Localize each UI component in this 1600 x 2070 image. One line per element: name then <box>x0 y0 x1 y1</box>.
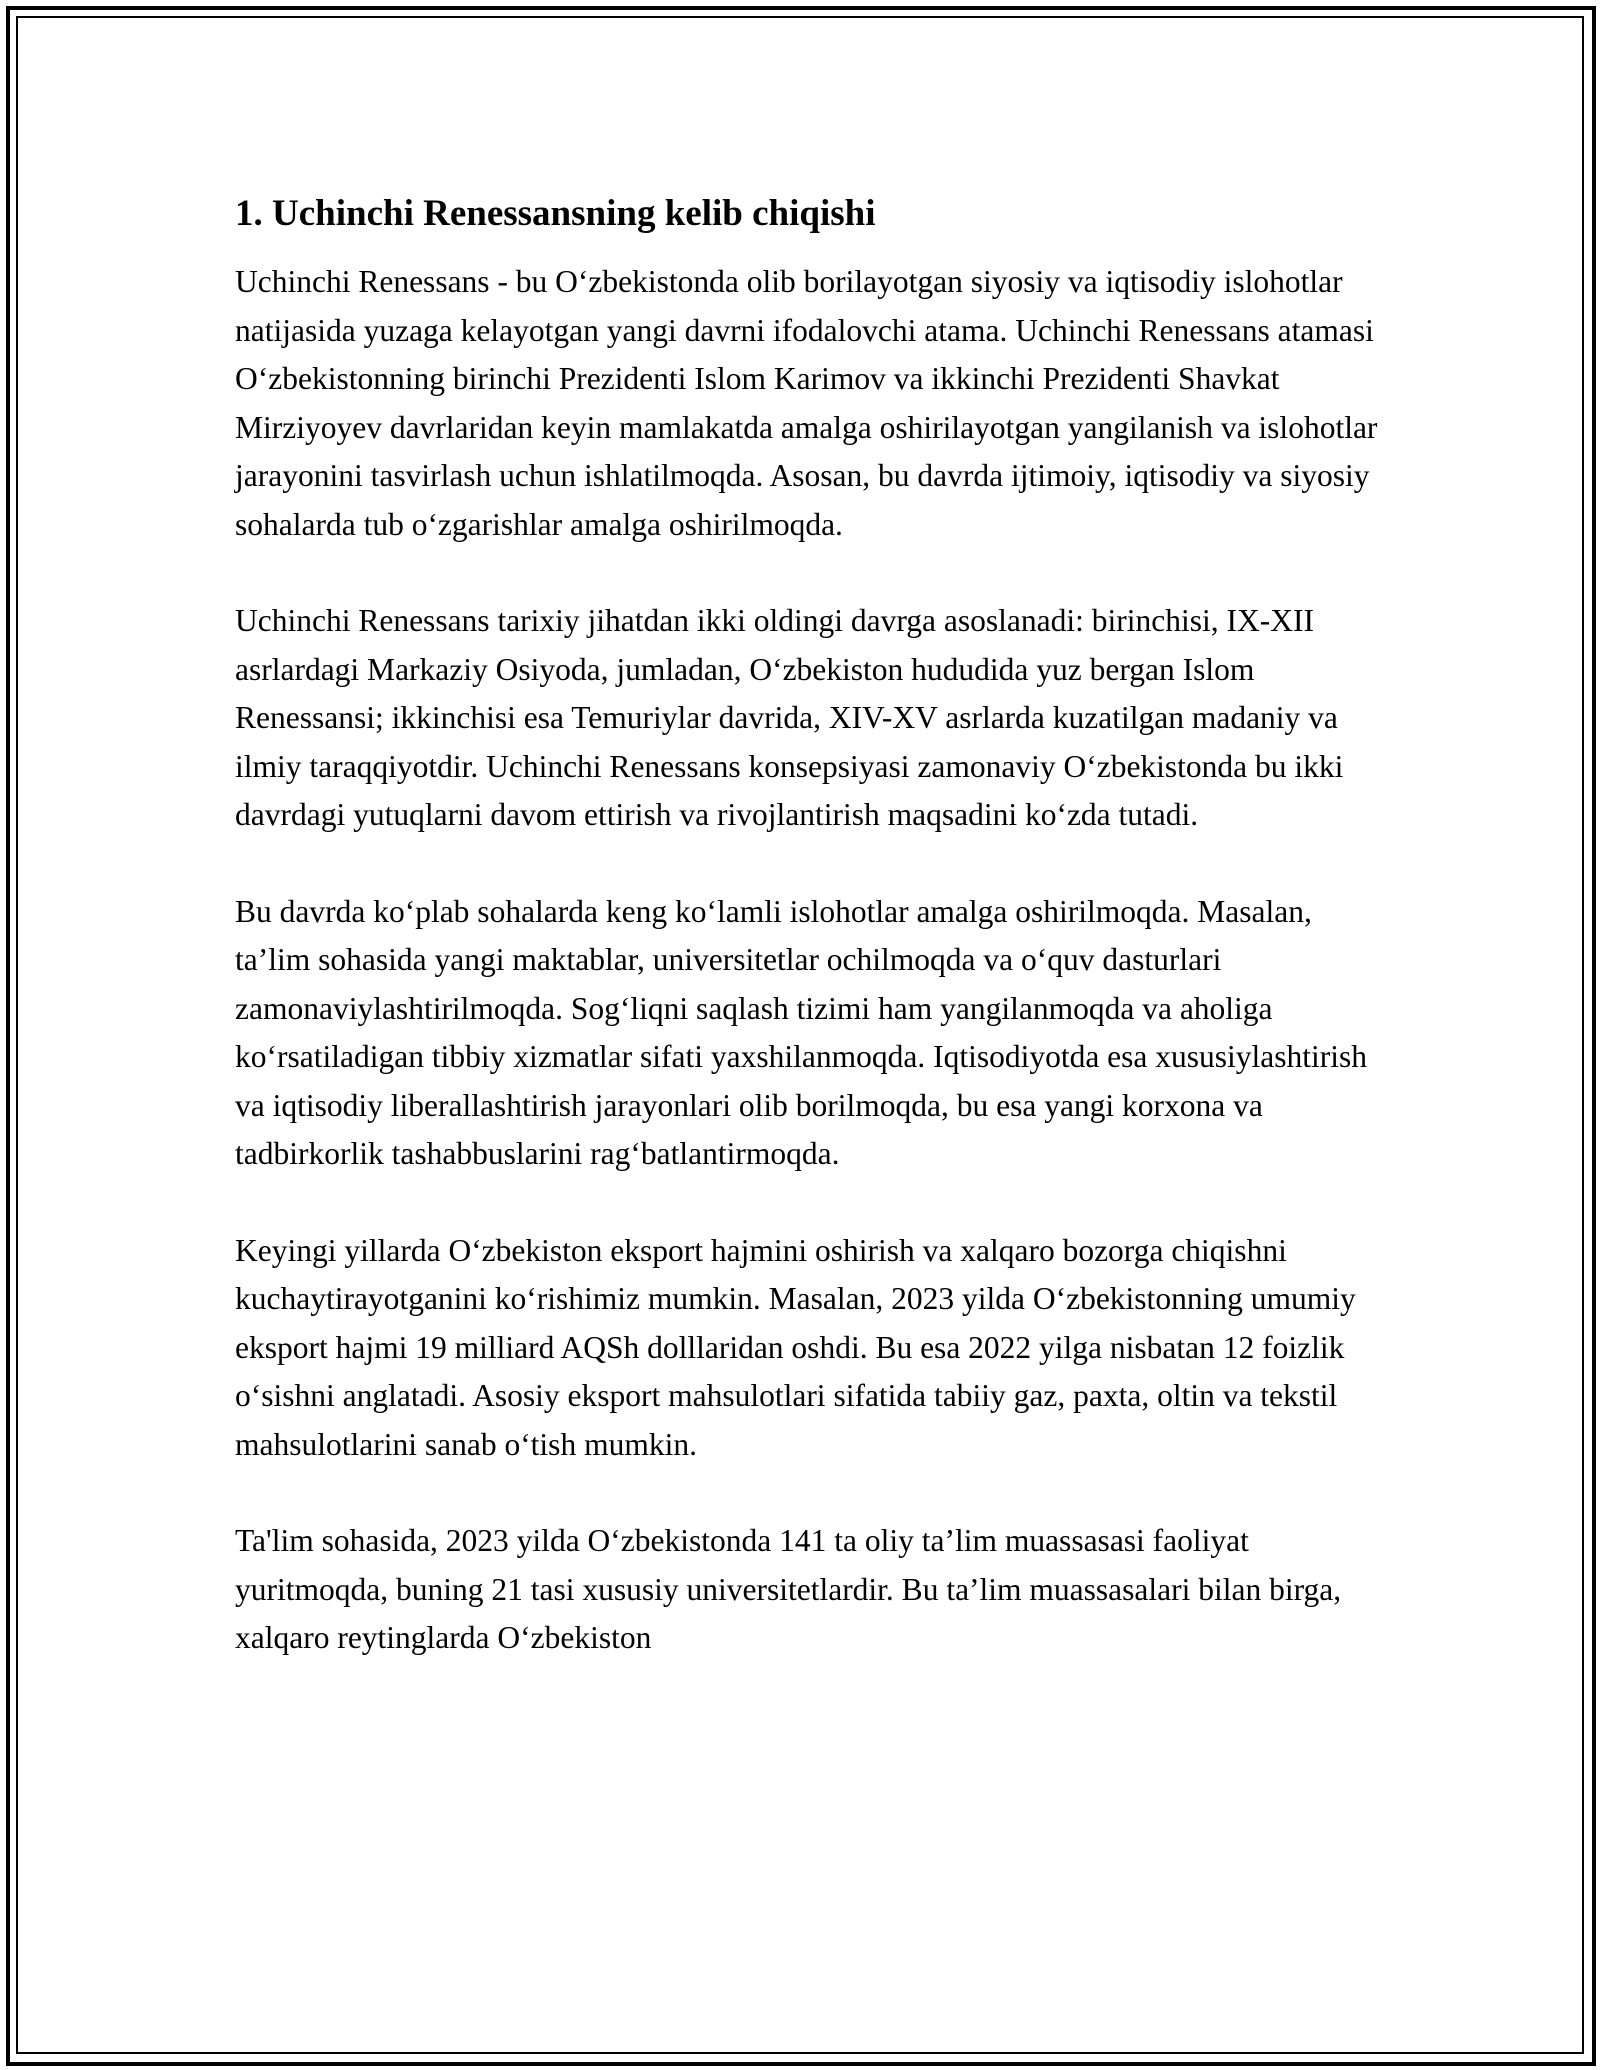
paragraph-1: Uchinchi Renessans - bu O‘zbekistonda olib borilayotgan siyosiy va iqtisodiy islohotlar natijasida yuzaga kelayotgan yangi davrni ifodalovchi atama. Uchinchi Renessans atamasi O‘zbekistonning birinchi Prezidenti Islom Karimov va ikkinchi Prezidenti Shavkat Mirziyoyev davrlaridan keyin mamlakatda amalga oshirilayotgan yangilanish va islohotlar jarayonini tasvirlash uchun ishlatilmoqda. Asosan, bu davrda ijtimoiy, iqtisodiy va siyosiy sohalarda tub o‘zgarishlar amalga oshirilmoqda. <box>235 264 1378 542</box>
paragraph-3: Bu davrda ko‘plab sohalarda keng ko‘lamli islohotlar amalga oshirilmoqda. Masalan, ta’lim sohasida yangi maktablar, universitetlar ochilmoqda va o‘quv dasturlari zamonaviylashtirilmoqda. Sog‘liqni saqlash tizimi ham yangilanmoqda va aholiga ko‘rsatiladigan tibbiy xizmatlar sifati yaxshilanmoqda. Iqtisodiyotda esa xususiylashtirish va iqtisodiy liberallashtirish jarayonlari olib borilmoqda, bu esa yangi korxona va tadbirkorlik tashabbuslarini rag‘batlantirmoqda. <box>235 893 1368 1171</box>
paragraph-4: Keyingi yillarda O‘zbekiston eksport hajmini oshirish va xalqaro bozorga chiqishni kuchaytirayotganini ko‘rishimiz mumkin. Masalan, 2023 yilda O‘zbekistonning umumiy eksport hajmi 19 milliard AQSh dolllaridan oshdi. Bu esa 2022 yilga nisbatan 12 foizlik o‘sishni anglatadi. Asosiy eksport mahsulotlari sifatida tabiiy gaz, paxta, oltin va tekstil mahsulotlarini sanab o‘tish mumkin. <box>235 1232 1356 1462</box>
section-heading: 1. Uchinchi Renessansning kelib chiqishi <box>235 193 876 234</box>
paragraph-2: Uchinchi Renessans tarixiy jihatdan ikki oldingi davrga asoslanadi: birinchisi, IX-XII asrlardagi Markaziy Osiyoda, jumladan, O‘zbekiston hududida yuz bergan Islom Renessansi; ikkinchisi esa Temuriylar davrida, XIV-XV asrlarda kuzatilgan madaniy va ilmiy taraqqiyotdir. Uchinchi Renessans konsepsiyasi zamonaviy O‘zbekistonda bu ikki davrdagi yutuqlarni davom ettirish va rivojlantirish maqsadini ko‘zda tutadi. <box>235 603 1344 832</box>
paragraph-5: Ta'lim sohasida, 2023 yilda O‘zbekistonda 141 ta oliy ta’lim muassasasi faoliyat yuritmoqda, buning 21 tasi xususiy universitetlardir. Bu ta’lim muassasalari bilan birga, xalqaro reytinglarda O‘zbekiston <box>235 1523 1342 1655</box>
document-body <box>235 190 1385 1711</box>
